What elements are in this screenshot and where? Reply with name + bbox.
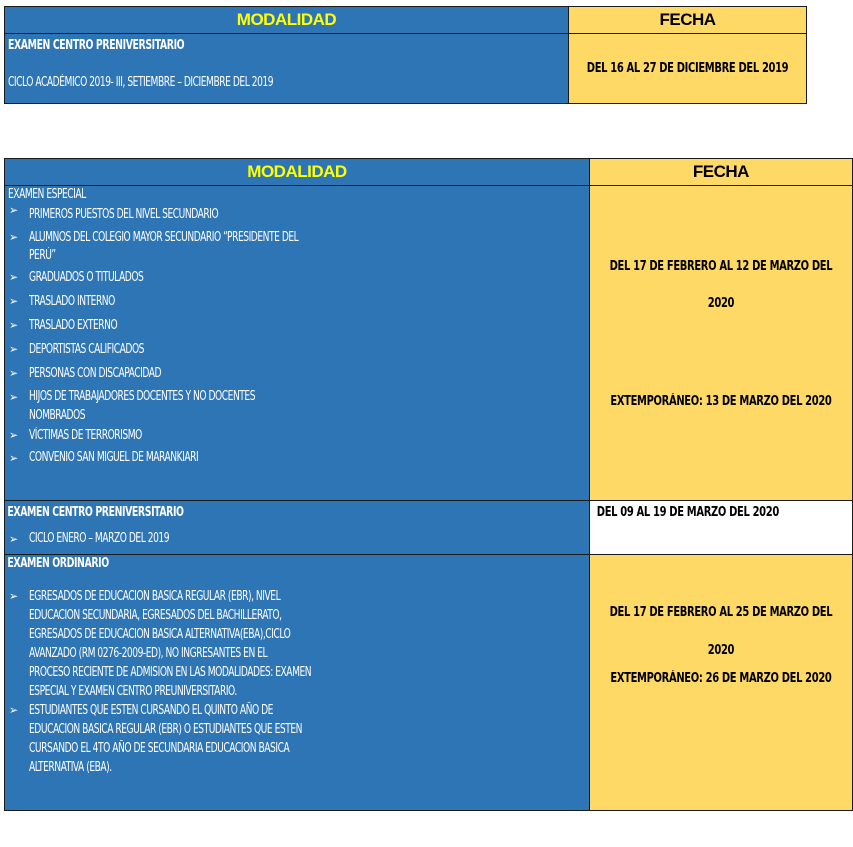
list-item: ➢ PERSONAS CON DISCAPACIDAD bbox=[9, 366, 162, 381]
ordinario-cell bbox=[5, 555, 590, 811]
centro-date: DEL 09 AL 19 DE MARZO DEL 2020 bbox=[596, 505, 779, 521]
arrow-icon: ➢ bbox=[9, 366, 19, 380]
modalidad-cell bbox=[5, 34, 569, 104]
list-item: ➢ CONVENIO SAN MIGUEL DE MARANKIARI bbox=[9, 450, 199, 465]
arrow-icon: ➢ bbox=[9, 451, 19, 465]
list-item: ➢ PRIMEROS PUESTOS DEL NIVEL SECUNDARIO bbox=[9, 203, 219, 222]
date-text: DEL 16 AL 27 DE DICIEMBRE DEL 2019 bbox=[586, 61, 789, 76]
centro-empty-cell bbox=[590, 525, 853, 555]
fecha-cell bbox=[569, 34, 807, 104]
list-item: ➢ TRASLADO EXTERNO bbox=[9, 318, 118, 333]
arrow-icon: ➢ bbox=[9, 294, 19, 308]
schedule-table-2 bbox=[4, 158, 853, 811]
arrow-icon: ➢ bbox=[9, 342, 19, 356]
cycle-text: CICLO ACADÉMICO 2019- III, SETIEMBRE – DICIEMBRE DEL 2019 bbox=[8, 75, 274, 90]
arrow-icon: ➢ bbox=[9, 428, 19, 442]
header-modalidad: MODALIDAD bbox=[5, 7, 569, 34]
arrow-icon: ➢ bbox=[9, 532, 19, 547]
list-item: ➢ ESTUDIANTES QUE ESTEN CURSANDO EL QUINTO AÑO DE EDUCACION BASICA REGULAR (EBR) O ESTUDIANTES QUE ESTEN CURSANDO EL 4TO AÑO DE SECUNDARIA EDUCACION BASICA ALTERNATIVA (EBA). bbox=[9, 703, 302, 775]
especial-date-line1: DEL 17 DE FEBRERO AL 12 DE MARZO DEL bbox=[609, 259, 833, 274]
arrow-icon: ➢ bbox=[9, 203, 19, 217]
exam-title: EXAMEN CENTRO PRENIVERSITARIO bbox=[8, 38, 185, 53]
list-item: ➢ TRASLADO INTERNO bbox=[9, 294, 115, 309]
arrow-icon: ➢ bbox=[9, 703, 19, 717]
list-item: ➢ EGRESADOS DE EDUCACION BASICA REGULAR (EBR), NIVEL EDUCACION SECUNDARIA, EGRESADOS DEL BACHILLERATO, EGRESADOS DE EDUCACION BASICA ALTERNATIVA(EBA),CICLO AVANZADO (RM 0276-2009-ED), NO INGRESANTES EN EL PROCESO RECIENTE DE ADMISION EN LAS MODALIDADES: EXAMEN ESPECIAL Y EXAMEN CENTRO PREUNIVERSITARIO. bbox=[9, 589, 312, 699]
ordinario-date-line1: DEL 17 DE FEBRERO AL 25 DE MARZO DEL bbox=[609, 605, 833, 620]
arrow-icon: ➢ bbox=[9, 589, 19, 603]
ordinario-title: EXAMEN ORDINARIO bbox=[7, 556, 109, 571]
especial-extemporaneo: EXTEMPORÁNEO: 13 DE MARZO DEL 2020 bbox=[610, 394, 832, 409]
arrow-icon: ➢ bbox=[9, 270, 19, 284]
especial-list bbox=[5, 203, 589, 468]
list-item: ➢ ALUMNOS DEL COLEGIO MAYOR SECUNDARIO “PRESIDENTE DEL PERÚ” bbox=[9, 230, 299, 263]
especial-date-line2: 2020 bbox=[707, 296, 735, 311]
centro-title-cell bbox=[5, 501, 590, 525]
centro-item-cell bbox=[5, 525, 590, 555]
ordinario-list bbox=[5, 587, 589, 777]
list-item: ➢ CICLO ENERO – MARZO DEL 2019 bbox=[9, 531, 170, 547]
list-item: ➢ VÍCTIMAS DE TERRORISMO bbox=[9, 428, 142, 443]
list-item: ➢ DEPORTISTAS CALIFICADOS bbox=[9, 342, 145, 357]
schedule-table-1 bbox=[4, 6, 807, 104]
list-item: ➢ GRADUADOS O TITULADOS bbox=[9, 270, 144, 285]
centro-title: EXAMEN CENTRO PRENIVERSITARIO bbox=[7, 505, 184, 521]
list-item: ➢ HIJOS DE TRABAJADORES DOCENTES Y NO DOCENTES NOMBRADOS bbox=[9, 389, 256, 423]
ordinario-extemporaneo: EXTEMPORÁNEO: 26 DE MARZO DEL 2020 bbox=[610, 671, 832, 686]
arrow-icon: ➢ bbox=[9, 318, 19, 332]
ordinario-date-line2: 2020 bbox=[707, 643, 735, 658]
arrow-icon: ➢ bbox=[9, 230, 19, 244]
header-modalidad: MODALIDAD bbox=[5, 159, 590, 186]
especial-cell bbox=[5, 186, 590, 501]
ordinario-date-cell bbox=[590, 555, 853, 811]
header-fecha: FECHA bbox=[590, 159, 853, 186]
header-fecha: FECHA bbox=[569, 7, 807, 34]
especial-title: EXAMEN ESPECIAL bbox=[8, 187, 86, 202]
arrow-icon: ➢ bbox=[9, 390, 19, 404]
centro-date-cell bbox=[590, 501, 853, 525]
especial-date-cell bbox=[590, 186, 853, 501]
